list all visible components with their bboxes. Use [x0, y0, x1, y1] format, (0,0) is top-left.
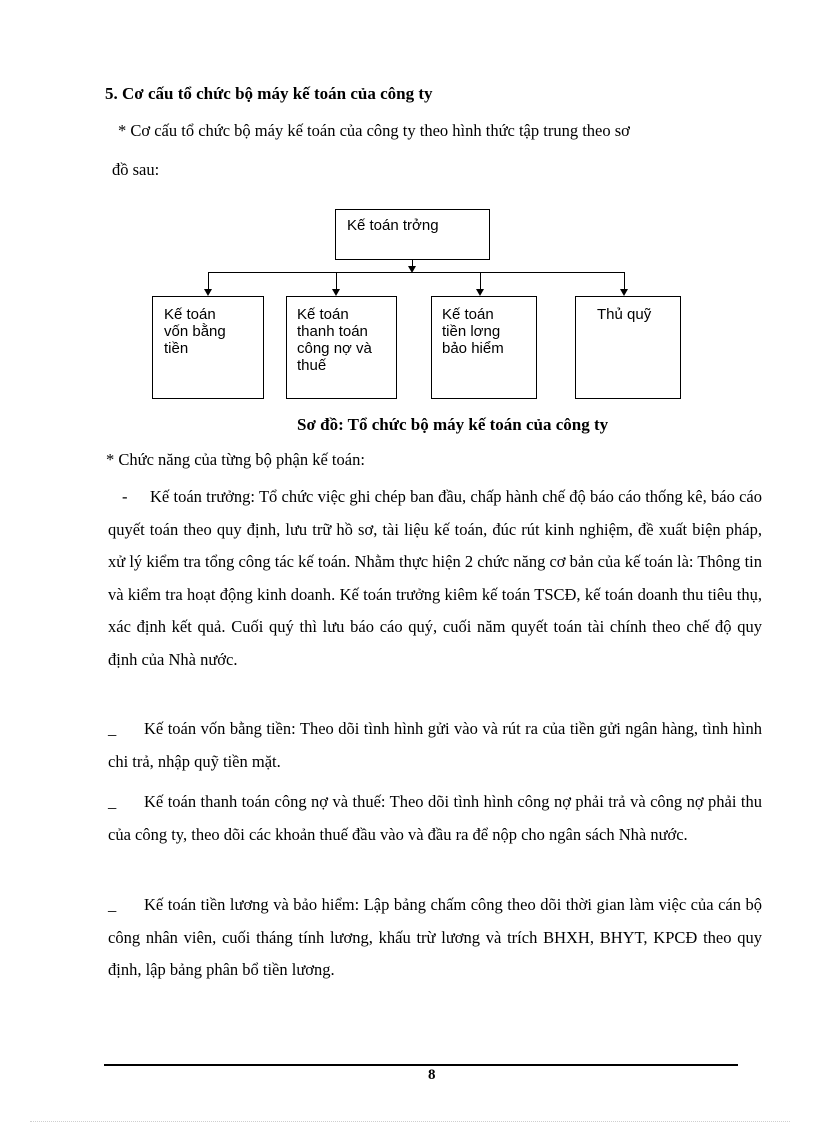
box-label-line: vốn bằng — [164, 323, 226, 340]
functions-title: * Chức năng của từng bộ phận kế toán: — [106, 450, 365, 469]
box-label-line: thuế — [297, 357, 327, 374]
paragraph-text: Kế toán trưởng: Tổ chức việc ghi chép ban đầu, chấp hành chế độ báo cáo thống kê, báo cáo quyết toán theo quy định, lưu trữ hồ sơ, tài liệu kế toán, đúc rút kinh nghiệm, đề xuất biện pháp, xử lý kiểm tra tổng công tác kế toán. Nhằm thực hiện 2 chức năng cơ bản của kế toán là: Thông tin và kiểm tra hoạt động kinh doanh. Kế toán trưởng kiêm kế toán TSCĐ, kế toán doanh thu tiêu thụ, xác định kết quả. Cuối quý thì lưu báo cáo quý, cuối năm quyết toán tài chính theo chế độ quy định của Nhà nước. — [108, 487, 762, 669]
paragraph-chief-accountant — [108, 481, 762, 676]
cash-accountant-box — [152, 296, 264, 399]
chief-accountant-box — [335, 209, 490, 260]
bullet-dash: _ — [108, 719, 117, 738]
paragraph-cash-accountant — [108, 713, 762, 778]
intro-line-1: * Cơ cấu tổ chức bộ máy kế toán của công ty theo hình thức tập trung theo sơ — [118, 121, 630, 140]
box-label-line: công nợ và — [297, 340, 372, 357]
bullet-dash: _ — [108, 792, 117, 811]
arrow-down-icon — [332, 289, 340, 296]
arrow-down-icon — [476, 289, 484, 296]
box-label-line: Thủ quỹ — [597, 306, 652, 323]
payroll-insurance-accountant-box — [431, 296, 537, 399]
paragraph-payables-tax — [108, 786, 762, 851]
horizontal-connector — [208, 272, 624, 273]
box-label-line: bảo hiểm — [442, 340, 504, 357]
bullet-dash: _ — [108, 895, 117, 914]
diagram-caption: Sơ đồ: Tổ chức bộ máy kế toán của công ty — [297, 415, 609, 434]
bullet-dash: - — [122, 487, 128, 506]
box-label-line: tiền — [164, 340, 189, 357]
intro-line-2: đồ sau: — [112, 160, 160, 179]
section-heading: 5. Cơ cấu tổ chức bộ máy kế toán của công ty — [105, 84, 433, 103]
paragraph-text: Kế toán thanh toán công nợ và thuế: Theo dõi tình hình công nợ phải trả và công nợ phải thu của công ty, theo dõi các khoản thuế đầu vào và đầu ra để nộp cho ngân sách Nhà nước. — [108, 792, 762, 844]
treasurer-box — [575, 296, 681, 399]
box-label-line: Kế toán — [442, 306, 494, 323]
arrow-down-icon — [204, 289, 212, 296]
page-edge-dotted-line — [30, 1121, 790, 1122]
chief-accountant-label: Kế toán trởng — [347, 217, 439, 234]
box-label-line: Kế toán — [297, 306, 349, 323]
box-label-line: tiền lơng — [442, 323, 501, 340]
footer-divider — [104, 1064, 738, 1066]
payables-tax-accountant-box — [286, 296, 397, 399]
paragraph-text: Kế toán tiền lương và bảo hiểm: Lập bảng chấm công theo dõi thời gian làm việc của cán bộ công nhân viên, cuối tháng tính lương, khấu trừ lương và trích BHXH, BHYT, KPCĐ theo quy định, lập bảng phân bổ tiền lương. — [108, 895, 762, 979]
arrow-down-icon — [620, 289, 628, 296]
box-label-line: thanh toán — [297, 323, 368, 340]
box-label-line: Kế toán — [164, 306, 216, 323]
paragraph-payroll-insurance — [108, 889, 762, 987]
paragraph-text: Kế toán vốn bằng tiền: Theo dõi tình hình gửi vào và rút ra của tiền gửi ngân hàng, tình hình chi trả, nhập quỹ tiền mặt. — [108, 719, 762, 771]
page-number: 8 — [428, 1067, 436, 1083]
